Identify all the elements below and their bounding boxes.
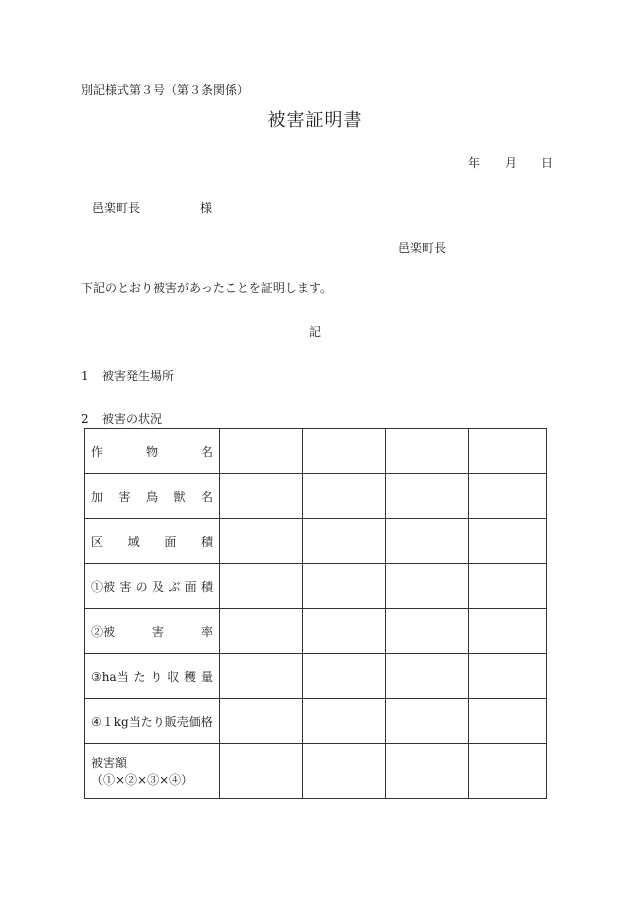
row-crop-name-label [85,429,220,474]
label-char: 名 [200,489,213,504]
table-row [85,564,547,609]
section-damage-location [81,367,174,384]
label-text [91,488,213,505]
label-char: 害 [119,579,132,594]
issuer-name: 邑楽町長 [398,241,447,255]
value-cell-4[interactable] [469,744,547,799]
label-char: 積 [200,534,213,549]
section-damage-status [81,410,162,427]
label-char: 加 [91,489,104,504]
value-cell-4[interactable] [469,654,547,699]
label-char: 区 [91,534,104,549]
label-text [91,623,213,640]
value-cell-3[interactable] [386,474,469,519]
label-char: た [133,669,146,684]
value-cell-1[interactable] [220,474,303,519]
label-char: ぶ [168,579,181,594]
row-damaged-area-label [85,564,220,609]
value-cell-3[interactable] [386,564,469,609]
value-cell-3[interactable] [386,654,469,699]
table-row [85,429,547,474]
damage-status-table [84,428,547,799]
section-number: 2 [81,412,89,426]
table-row [85,699,547,744]
label-char: の [135,579,148,594]
value-cell-1[interactable] [220,609,303,654]
label-text [91,533,213,550]
label-text: 被害額（①×②×③×④） [91,756,194,787]
value-cell-2[interactable] [303,654,386,699]
label-char: 穫 [184,669,197,684]
value-cell-4[interactable] [469,564,547,609]
section-number: 1 [81,369,89,383]
label-char: 積 [200,579,213,594]
label-char: 害 [151,624,164,639]
table-row [85,654,547,699]
value-cell-1[interactable] [220,699,303,744]
value-cell-3[interactable] [386,699,469,744]
addressee-honorific: 様 [200,201,213,215]
value-cell-4[interactable] [469,474,547,519]
label-char: 率 [200,624,213,639]
row-area-label [85,519,220,564]
date-day-label: 日 [541,156,554,170]
value-cell-4[interactable] [469,519,547,564]
label-char: ②被 [91,624,116,639]
label-char: 及 [151,579,164,594]
document-title: 被害証明書 [267,110,363,131]
row-price-per-kg-label [85,699,220,744]
label-char: ③ha当 [91,669,129,684]
date-year-label: 年 [468,156,481,170]
value-cell-1[interactable] [220,429,303,474]
value-cell-2[interactable] [303,474,386,519]
value-cell-1[interactable] [220,564,303,609]
value-cell-4[interactable] [469,699,547,744]
value-cell-4[interactable] [469,609,547,654]
table-row [85,474,547,519]
value-cell-2[interactable] [303,429,386,474]
row-harmful-animal-name-label [85,474,220,519]
label-text [91,668,213,685]
label-char: 害 [118,489,131,504]
label-char: り [150,669,163,684]
form-number-label: 別記様式第３号（第３条関係） [81,83,250,97]
row-damage-amount-label [85,744,220,799]
label-char: 物 [145,444,158,459]
table-row [85,609,547,654]
label-char: ①被 [91,579,116,594]
label-char: 域 [127,534,140,549]
value-cell-2[interactable] [303,609,386,654]
label-char: 収 [167,669,180,684]
label-char: 作 [91,444,104,459]
label-text [91,443,213,460]
table-row [85,519,547,564]
value-cell-4[interactable] [469,429,547,474]
label-char: 獣 [173,489,186,504]
value-cell-3[interactable] [386,429,469,474]
value-cell-1[interactable] [220,654,303,699]
value-cell-1[interactable] [220,744,303,799]
row-yield-per-ha-label [85,654,220,699]
table-row [85,744,547,799]
value-cell-3[interactable] [386,744,469,799]
section-label: 被害発生場所 [102,369,175,383]
ki-heading: 記 [308,325,321,339]
section-label: 被害の状況 [102,412,163,426]
row-damage-rate-label [85,609,220,654]
value-cell-3[interactable] [386,519,469,564]
value-cell-1[interactable] [220,519,303,564]
value-cell-2[interactable] [303,564,386,609]
label-char: 鳥 [145,489,158,504]
date-month-label: 月 [505,156,518,170]
label-char: 名 [200,444,213,459]
label-char: 量 [200,669,213,684]
value-cell-2[interactable] [303,519,386,564]
addressee-name: 邑楽町長 [92,201,141,215]
label-text: ④１kg当たり販売価格 [91,714,213,729]
certification-statement: 下記のとおり被害があったことを証明します。 [81,281,332,295]
label-text [91,578,213,595]
value-cell-2[interactable] [303,744,386,799]
value-cell-2[interactable] [303,699,386,744]
label-char: 面 [184,579,197,594]
label-char: 面 [164,534,177,549]
value-cell-3[interactable] [386,609,469,654]
